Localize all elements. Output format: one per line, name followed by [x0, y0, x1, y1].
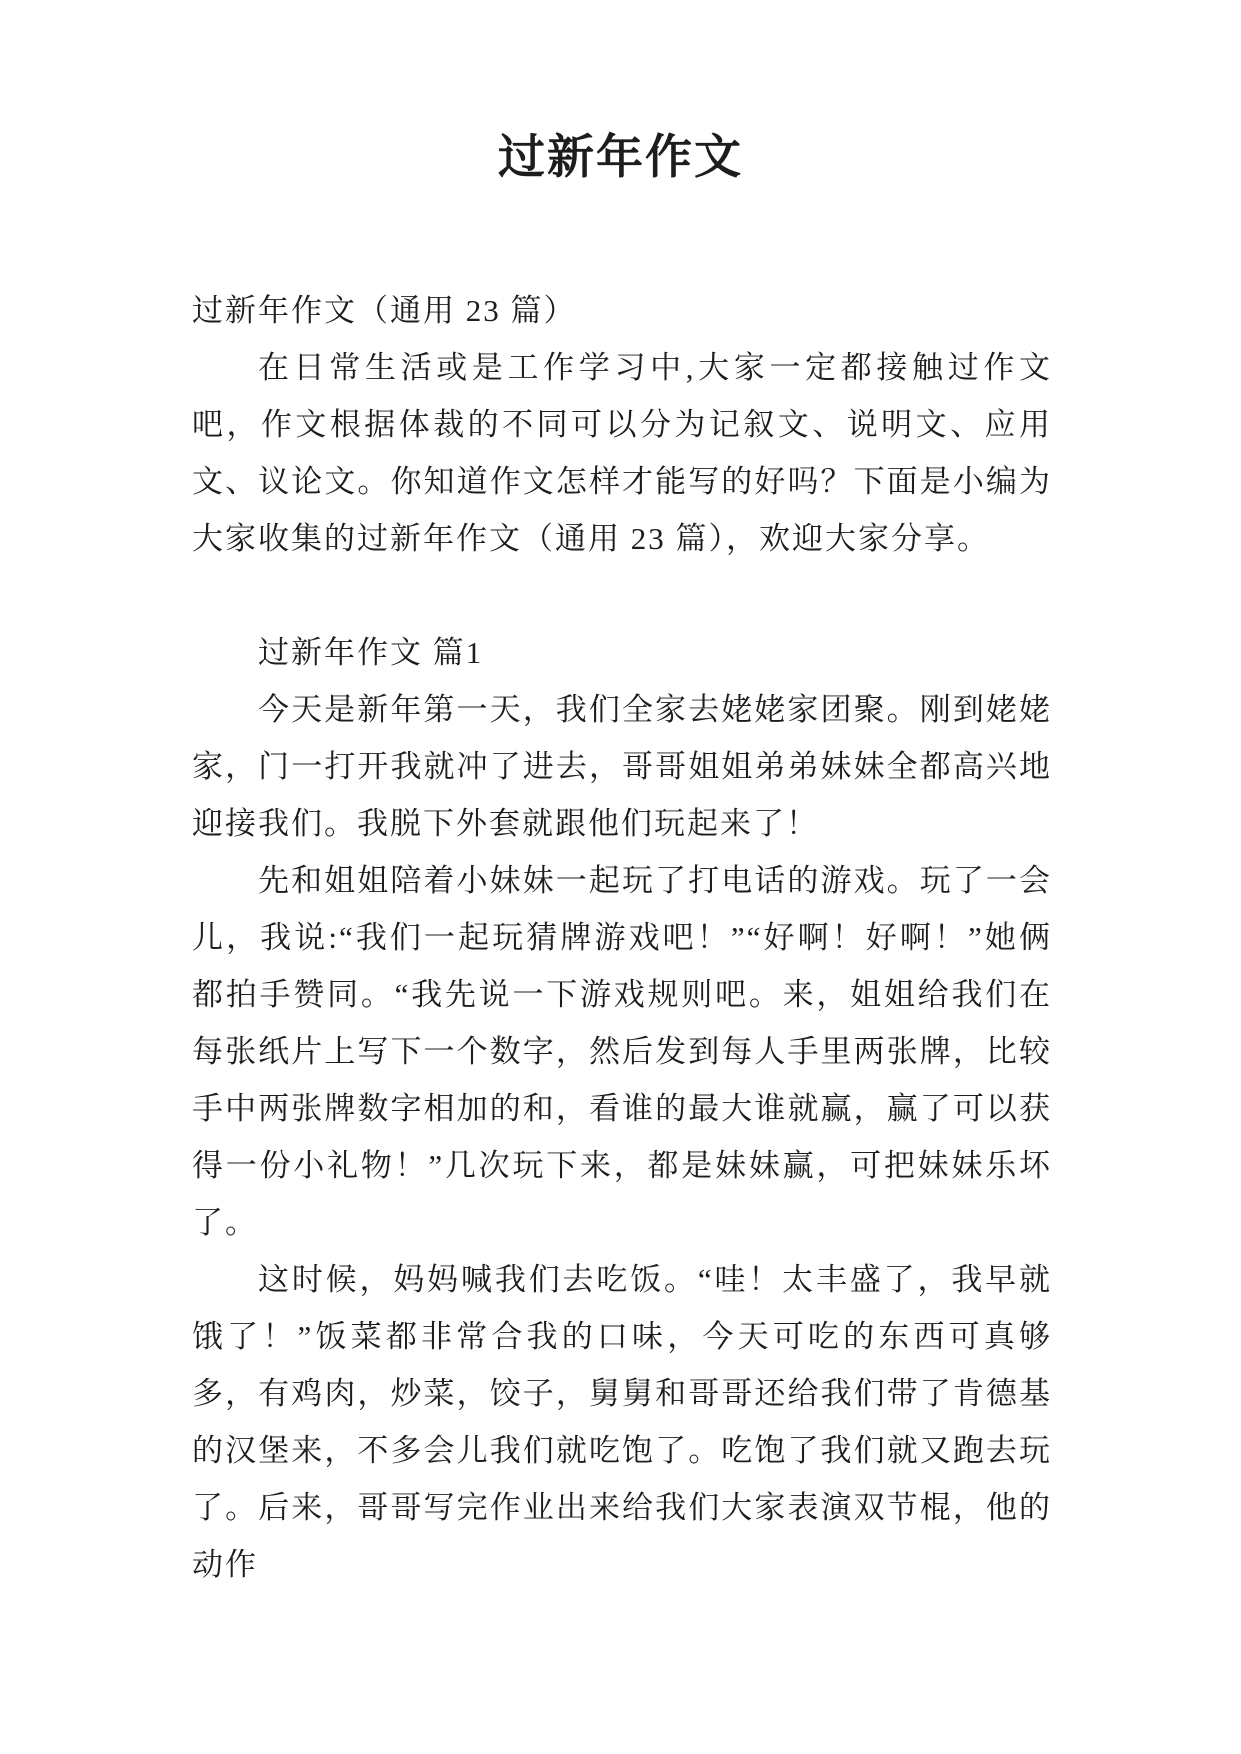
essay-paragraph-2: 先和姐姐陪着小妹妹一起玩了打电话的游戏。玩了一会儿，我说:“我们一起玩猜牌游戏吧！”“好啊！好啊！”她俩都拍手赞同。“我先说一下游戏规则吧。来，姐姐给我们在每张纸片上写下一个数字，然后发到每人手里两张牌，比较手中两张牌数字相加的和，看谁的最大谁就赢，赢了可以获得一份小礼物！”几次玩下来，都是妹妹赢，可把妹妹乐坏了。 [192, 863, 1052, 1240]
document-title: 过新年作文 [498, 132, 743, 184]
essay-paragraph-1: 今天是新年第一天，我们全家去姥姥家团聚。刚到姥姥家，门一打开我就冲了进去，哥哥姐姐弟弟妹妹全都高兴地迎接我们。我脱下外套就跟他们玩起来了！ [192, 692, 1052, 841]
intro-paragraph: 在日常生活或是工作学习中,大家一定都接触过作文吧，作文根据体裁的不同可以分为记叙文、说明文、应用文、议论文。你知道作文怎样才能写的好吗？下面是小编为大家收集的过新年作文（通用 23 篇），欢迎大家分享。 [192, 350, 1052, 556]
subtitle-line: 过新年作文（通用 23 篇） [192, 293, 577, 328]
essay-paragraph-3: 这时候，妈妈喊我们去吃饭。“哇！太丰盛了，我早就饿了！”饭菜都非常合我的口味，今天可吃的东西可真够多，有鸡肉，炒菜，饺子，舅舅和哥哥还给我们带了肯德基的汉堡来，不多会儿我们就吃饱了。吃饱了我们就又跑去玩了。后来，哥哥写完作业出来给我们大家表演双节棍，他的动作 [192, 1262, 1052, 1582]
document-body [192, 282, 1052, 1593]
blank-line [192, 567, 1052, 624]
section-heading: 过新年作文 篇1 [258, 635, 484, 670]
